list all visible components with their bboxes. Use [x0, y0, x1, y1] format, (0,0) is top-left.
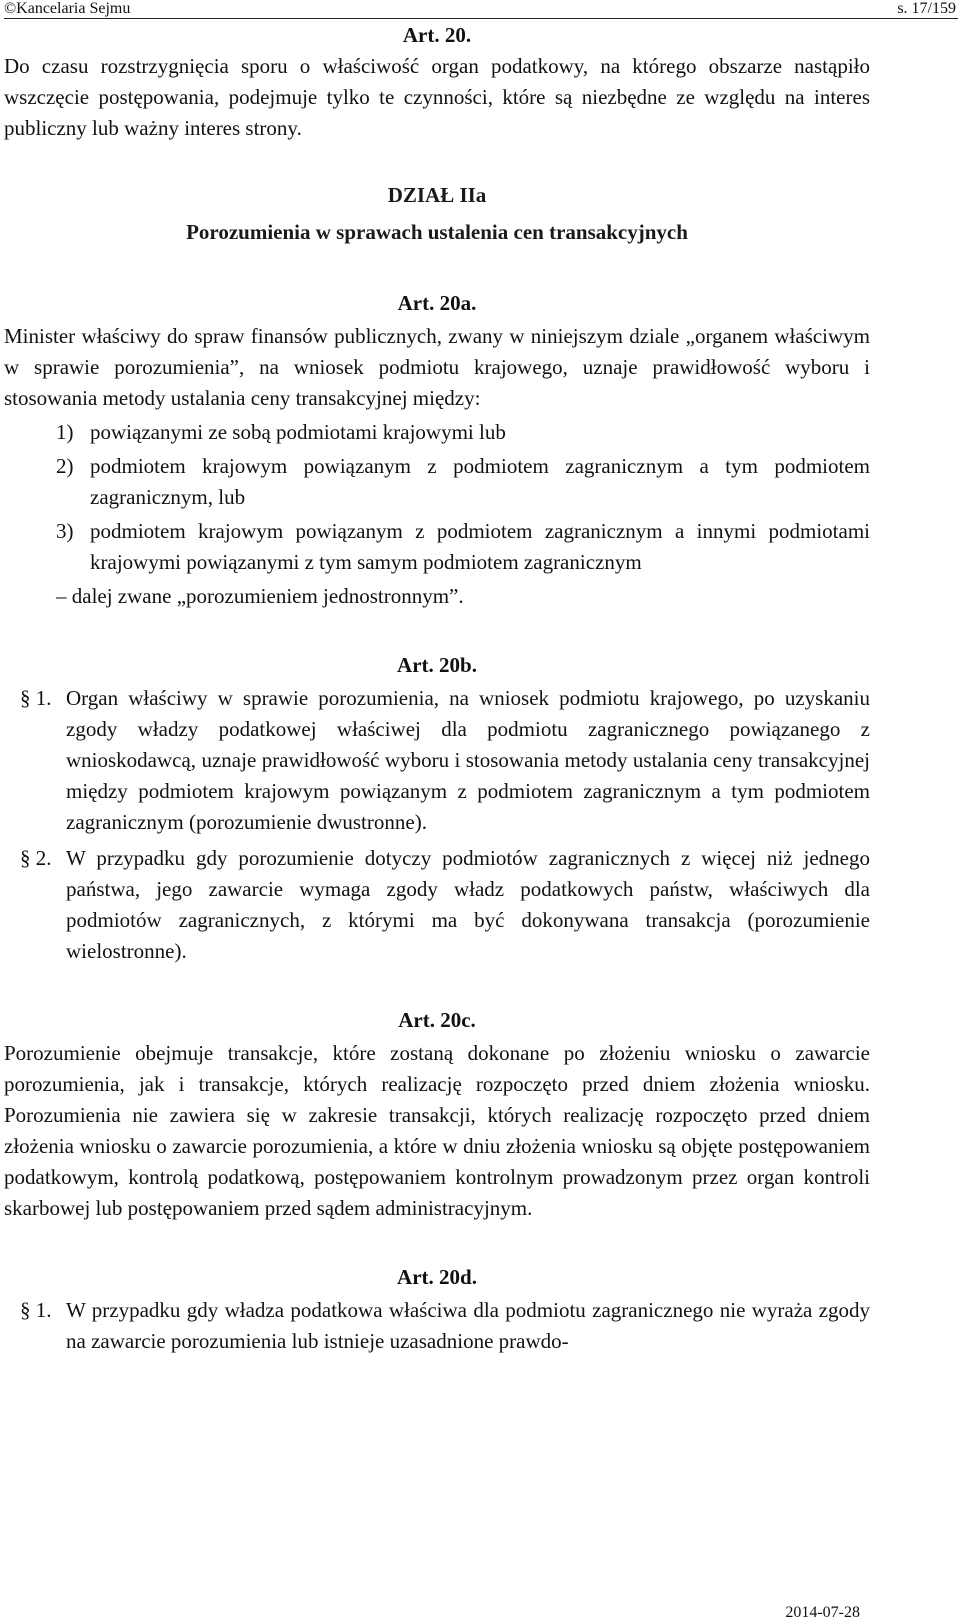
list-item-number: 2) [56, 454, 74, 478]
section-number: § 1. [20, 1298, 52, 1322]
publisher-label: ©Kancelaria Sejmu [4, 0, 131, 17]
article-20-title: Art. 20. [402, 23, 472, 47]
section-subtitle: Porozumienia w sprawach ustalenia cen transakcyjnych [186, 220, 688, 244]
paragraph-section [4, 683, 870, 838]
section-text: W przypadku gdy porozumienie dotyczy podmiotów zagranicznych z więcej niż jednego państwa, jego zawarcie wymaga zgody władz podatkowych państw, właściwych dla podmiotów zagranicznych, z którymi ma być dokonywana transakcja (porozumienie wielostronne). [66, 846, 870, 963]
list-item-text: podmiotem krajowym powiązanym z podmiotem zagranicznym a innymi podmiotami krajowymi powiązanymi z tym samym podmiotem zagranicznym [90, 519, 870, 574]
list-item [4, 516, 870, 578]
section-title: DZIAŁ IIa [387, 183, 487, 207]
list-item [4, 417, 870, 448]
article-20a-intro: Minister właściwy do spraw finansów publicznych, zwany w niniejszym dziale „organem właściwym w sprawie porozumienia”, na wniosek podmiotu krajowego, uznaje prawidłowość wyboru i stosowania metody ustalania ceny transakcyjnej między: [4, 324, 870, 410]
list-item-number: 3) [56, 519, 74, 543]
article-20-text: Do czasu rozstrzygnięcia sporu o właściwość organ podatkowy, na którego obszarze nastąpiło wszczęcie postępowania, podejmuje tylko te czynności, które są niezbędne ze względu na interes publiczny lub ważny interes strony. [4, 54, 870, 140]
article-20d-title: Art. 20d. [397, 1265, 477, 1289]
document-date: 2014-07-28 [785, 1604, 860, 1621]
list-item [4, 451, 870, 513]
paragraph-section [4, 843, 870, 967]
paragraph-section [4, 1295, 870, 1357]
section-text: Organ właściwy w sprawie porozumienia, na wniosek podmiotu krajowego, po uzyskaniu zgody władzy podatkowej właściwej dla podmiotu zagranicznego powiązanego z wnioskodawcą, uznaje prawidłowość wyboru i stosowania metody ustalania ceny transakcyjnej między podmiotem krajowym powiązanym z podmiotem zagranicznym a tym podmiotem zagranicznym (porozumienie dwustronne). [66, 686, 870, 834]
article-20a-title: Art. 20a. [397, 291, 477, 315]
document-body [4, 20, 870, 1357]
article-20c-title: Art. 20c. [398, 1008, 476, 1032]
article-20a-closing: – dalej zwane „porozumieniem jednostronnym”. [56, 584, 464, 608]
article-20b-title: Art. 20b. [397, 653, 477, 677]
article-20c-text: Porozumienie obejmuje transakcje, które zostaną dokonane po złożeniu wniosku o zawarcie porozumienia, jak i transakcje, których realizację rozpoczęto przed dniem złożenia wniosku. Porozumienia nie zawiera się w zakresie transakcji, których realizację rozpoczęto przed dniem złożenia wniosku o zawarcie porozumienia, a które w dniu złożenia wniosku są objęte postępowaniem podatkowym, kontrolą podatkową, postępowaniem kontrolnym prowadzonym przez organ kontroli skarbowej lub postępowaniem przed sądem administracyjnym. [4, 1041, 870, 1220]
list-item-text: powiązanymi ze sobą podmiotami krajowymi lub [90, 420, 506, 444]
list-item-text: podmiotem krajowym powiązanym z podmiotem zagranicznym a tym podmiotem zagranicznym, lub [90, 454, 870, 509]
section-text: W przypadku gdy władza podatkowa właściwa dla podmiotu zagranicznego nie wyraża zgody na zawarcie porozumienia lub istnieje uzasadnione prawdo- [66, 1298, 870, 1353]
page-number: s. 17/159 [897, 0, 956, 17]
page-header [4, 0, 958, 19]
section-number: § 2. [20, 846, 52, 870]
section-number: § 1. [20, 686, 52, 710]
list-item-number: 1) [56, 420, 74, 444]
